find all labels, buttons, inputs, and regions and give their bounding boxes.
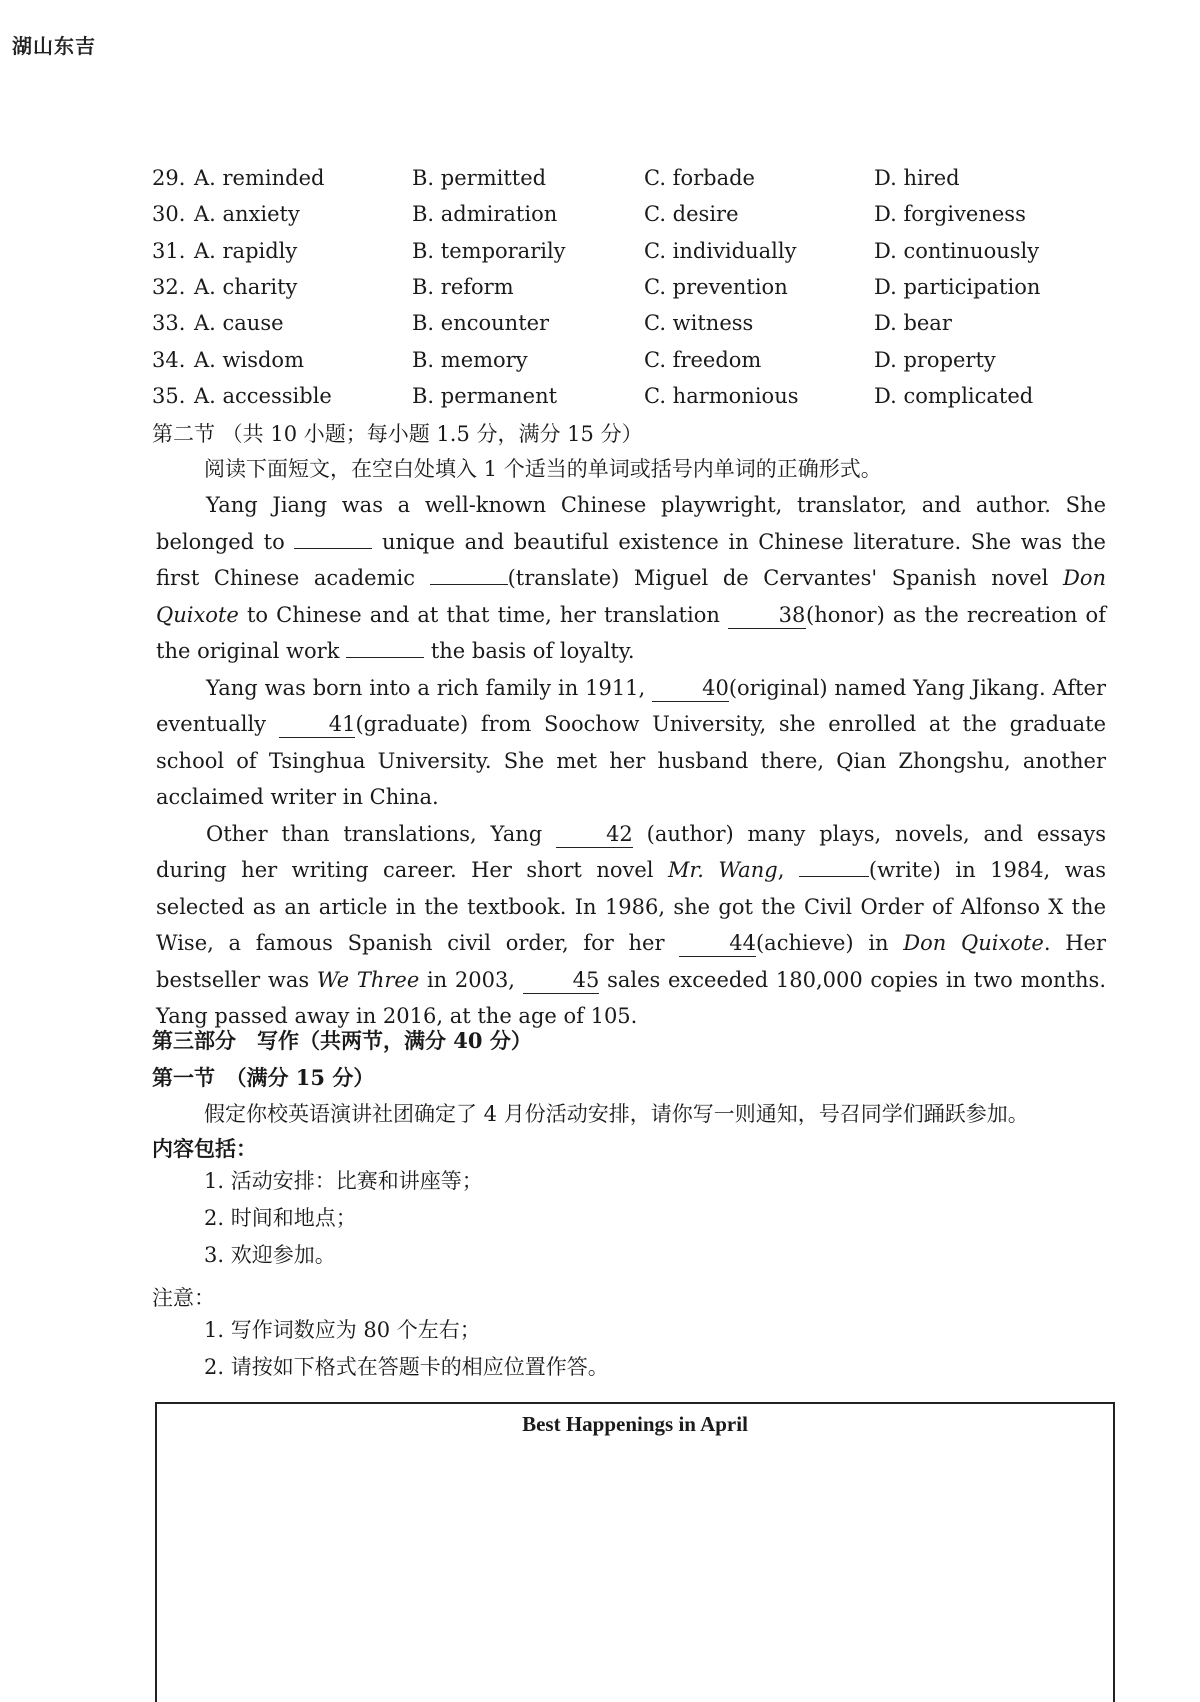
option-c: C. witness	[644, 311, 754, 336]
option-d: D. bear	[874, 311, 952, 336]
option-b: B. memory	[412, 347, 528, 372]
passage-text: (write) in 1984, was selected as an article in the textbook. In 1986, she got the Civil Order of Alfonso X the Wise, a famous Spanish civil order, for her	[156, 858, 1107, 955]
book-title: Don Quixote	[156, 566, 1107, 627]
passage-text: in 2003,	[426, 967, 515, 992]
option-d: D. property	[874, 347, 996, 372]
option-a: A. reminded	[194, 166, 325, 191]
passage-text: (honor) as the recreation of the original work	[156, 602, 1106, 663]
option-b: B. temporarily	[412, 238, 566, 263]
passage-text: (achieve) in	[755, 931, 889, 955]
passage-text: the basis of loyalty.	[430, 639, 635, 663]
passage-paragraph-2	[156, 670, 1106, 816]
content-item: 1. 活动安排：比赛和讲座等；	[204, 1169, 483, 1193]
blank-44[interactable]: 44	[679, 930, 756, 957]
blank-45[interactable]: 45	[523, 967, 600, 994]
option-row-35	[152, 378, 1112, 414]
option-c: C. individually	[644, 238, 797, 263]
answer-box-title: Best Happenings in April	[522, 1412, 748, 1436]
passage-text: sales exceeded 180,000 copies in two months. Yang passed away in 2016, at the age of 105.	[156, 967, 1106, 1028]
option-a: A. wisdom	[194, 347, 304, 372]
content-label: 内容包括：	[152, 1136, 257, 1161]
option-b: B. permanent	[412, 383, 558, 408]
passage-paragraph-1	[156, 487, 1106, 670]
passage-text: Yang Jiang was a well-known Chinese playwright, translator, and author. She belonged to	[156, 493, 1106, 554]
options-table	[152, 160, 1112, 414]
option-a: A. rapidly	[194, 238, 298, 263]
passage-text: Other than translations, Yang	[206, 821, 543, 846]
option-b: B. encounter	[412, 311, 550, 336]
book-title: We Three	[316, 967, 420, 992]
passage-paragraph-3	[156, 816, 1106, 1035]
question-number: 29.	[152, 166, 186, 191]
part3-section1-title: 第一节 （满分 15 分）	[152, 1065, 375, 1090]
passage-text: . Her bestseller was	[156, 931, 1106, 992]
notes-list	[204, 1312, 609, 1386]
blank-38[interactable]: 38	[728, 602, 806, 629]
passage-text: (graduate) from Soochow University, she enrolled at the graduate school of Tsinghua University. She met her husband there, Qian Zhongshu, another acclaimed writer in China.	[156, 712, 1106, 809]
option-c: C. forbade	[644, 166, 755, 191]
blank-36[interactable]	[294, 548, 372, 549]
question-number: 30.	[152, 202, 186, 227]
content-item: 2. 时间和地点；	[204, 1206, 357, 1230]
passage	[156, 487, 1106, 1035]
option-d: D. complicated	[874, 383, 1034, 408]
note-item: 2. 请按如下格式在答题卡的相应位置作答。	[204, 1355, 609, 1379]
passage-text: Yang was born into a rich family in 1911,	[206, 675, 646, 700]
option-b: B. admiration	[412, 202, 558, 227]
option-row-34	[152, 341, 1112, 377]
option-c: C. desire	[644, 202, 739, 227]
passage-text: ,	[777, 858, 785, 882]
option-d: D. continuously	[874, 238, 1040, 263]
option-b: B. permitted	[412, 166, 547, 191]
option-d: D. forgiveness	[874, 202, 1026, 227]
question-number: 34.	[152, 347, 186, 372]
part3-title: 第三部分 写作（共两节，满分 40 分）	[152, 1028, 532, 1053]
question-number: 32.	[152, 275, 186, 300]
option-a: A. cause	[194, 311, 284, 336]
blank-39[interactable]	[346, 657, 424, 658]
passage-text: unique and beautiful existence in Chinese literature. She was the first Chinese academic	[156, 529, 1106, 590]
option-b: B. reform	[412, 275, 514, 300]
blank-41[interactable]: 41	[279, 711, 356, 738]
passage-text: to Chinese and at that time, her translation	[246, 602, 720, 627]
option-a: A. anxiety	[194, 202, 300, 227]
notes-label: 注意：	[152, 1286, 215, 1310]
blank-37[interactable]	[430, 584, 508, 585]
content-list	[204, 1163, 483, 1274]
blank-40[interactable]: 40	[652, 675, 729, 702]
content-item: 3. 欢迎参加。	[204, 1243, 336, 1267]
question-number: 33.	[152, 311, 186, 336]
book-title: Mr. Wang	[668, 858, 778, 882]
option-row-32	[152, 269, 1112, 305]
option-c: C. prevention	[644, 275, 788, 300]
page-corner-text: 湖山东吉	[12, 34, 96, 58]
option-d: D. hired	[874, 166, 960, 191]
option-a: A. accessible	[194, 383, 332, 408]
question-number: 35.	[152, 383, 186, 408]
book-title: Don Quixote	[903, 931, 1044, 955]
blank-42[interactable]: 42	[556, 821, 633, 848]
question-number: 31.	[152, 238, 186, 263]
writing-prompt: 假定你校英语演讲社团确定了 4 月份活动安排，请你写一则通知，号召同学们踊跃参加。	[204, 1102, 1029, 1126]
option-row-29	[152, 160, 1112, 196]
note-item: 1. 写作词数应为 80 个左右；	[204, 1318, 481, 1342]
section2-title: 第二节 （共 10 小题；每小题 1.5 分，满分 15 分）	[152, 422, 643, 446]
option-c: C. harmonious	[644, 383, 799, 408]
passage-text: (author) many plays, novels, and essays during her writing career. Her short novel	[156, 821, 1106, 882]
option-c: C. freedom	[644, 347, 762, 372]
blank-43[interactable]	[799, 876, 869, 877]
option-row-31	[152, 233, 1112, 269]
passage-text: (translate) Miguel de Cervantes' Spanish novel	[507, 566, 1049, 590]
answer-box[interactable]	[155, 1402, 1115, 1702]
option-a: A. charity	[194, 275, 298, 300]
option-row-33	[152, 305, 1112, 341]
section2-instruction: 阅读下面短文，在空白处填入 1 个适当的单词或括号内单词的正确形式。	[204, 457, 882, 481]
passage-text: (original) named Yang Jikang. After eventually	[156, 675, 1106, 736]
option-row-30	[152, 196, 1112, 232]
option-d: D. participation	[874, 275, 1041, 300]
